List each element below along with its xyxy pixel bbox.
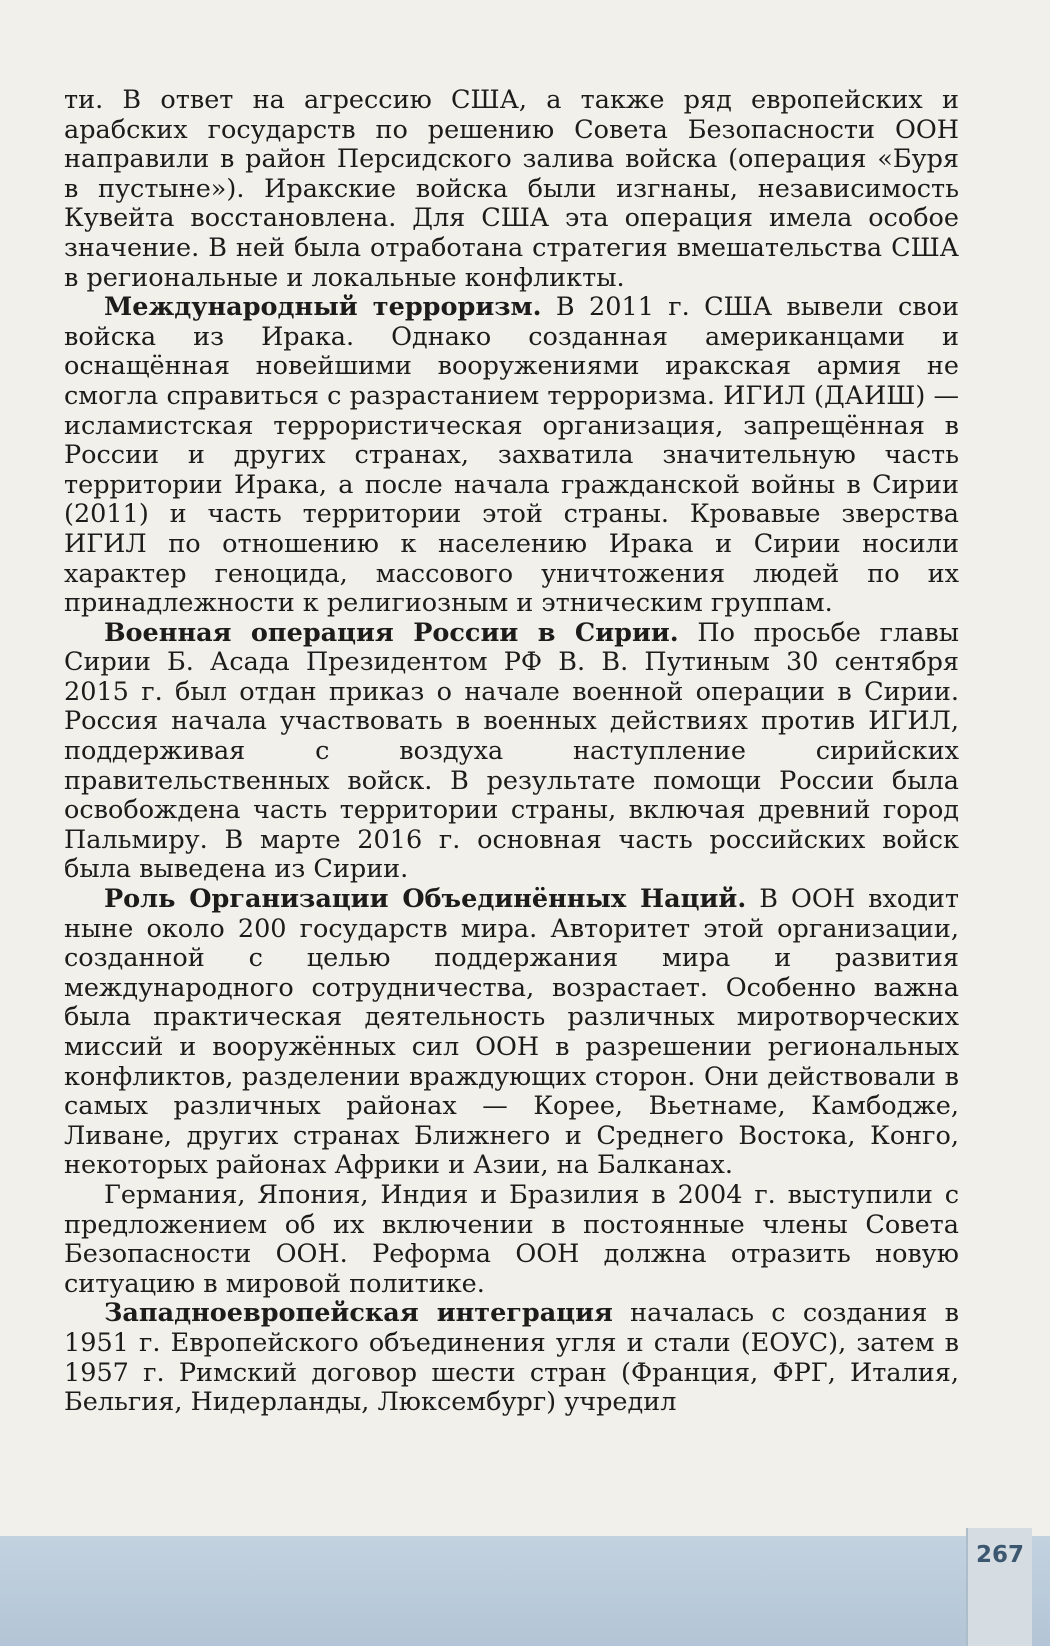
paragraph-gulf-war-continuation <box>64 86 959 293</box>
page-number-tab <box>966 1528 1032 1646</box>
paragraph-un-role <box>64 885 959 1181</box>
paragraph-text: В ООН входит ныне около 200 государств мира. Авторитет этой организации, созданной с целью поддержания мира и развития международного сотрудничества, возрастает. Особенно важна была практическая деятельность различных миротворческих миссий и вооружённых сил ООН в разрешении региональных конфликтов, разделении враждующих сторон. Они действовали в самых различных районах — Корее, Вьетнаме, Камбодже, Ливане, других странах Ближнего и Среднего Востока, Конго, некоторых районах Африки и Азии, на Балканах. <box>64 884 960 1181</box>
paragraph-text: Германия, Япония, Индия и Бразилия в 2004 г. выступили с предложением об их включении в постоянные члены Совета Безопасности ООН. Реформа ООН должна отразить новую ситуацию в мировой политике. <box>64 1179 959 1299</box>
section-heading-un: Роль Организации Объединённых Наций. <box>104 884 747 915</box>
section-heading-terrorism: Международный терроризм. <box>104 292 542 323</box>
paragraph-western-european-integration <box>64 1299 959 1417</box>
body-text <box>64 86 959 1418</box>
paragraph-international-terrorism <box>64 293 959 619</box>
section-heading-integration: Западноевропейская интеграция <box>104 1298 613 1329</box>
paragraph-text: По просьбе главы Сирии Б. Асада Президентом РФ В. В. Путиным 30 сентября 2015 г. был отдан приказ о начале военной операции в Сирии. Россия начала участвовать в военных действиях против ИГИЛ, поддерживая с воздуха наступление сирийских правительственных войск. В результате помощи России была освобождена часть территории страны, включая древний город Пальмиру. В марте 2016 г. основная часть российских войск была выведена из Сирии. <box>64 617 959 885</box>
page-number: 267 <box>975 1542 1024 1568</box>
paragraph-text: ти. В ответ на агрессию США, а также ряд европейских и арабских государств по решению Совета Безопасности ООН направили в район Персидского залива войска (операция «Буря в пустыне»). Иракские войска были изгнаны, независимость Кувейта восстановлена. Для США эта операция имела особое значение. В ней была отработана стратегия вмешательства США в региональные и локальные конфликты. <box>64 85 959 293</box>
paragraph-russia-syria-operation <box>64 619 959 885</box>
footer-band <box>0 1536 1050 1646</box>
paragraph-text: В 2011 г. США вывели свои войска из Ирака. Однако созданная американцами и оснащённая новейшими вооружениями иракская армия не смогла справиться с разрастанием терроризма. ИГИЛ (ДАИШ) — исламистская террористическая организация, запрещённая в России и других странах, захватила значительную часть территории Ирака, а после начала гражданской войны в Сирии (2011) и часть территории этой страны. Кровавые зверства ИГИЛ по отношению к населению Ирака и Сирии носили характер геноцида, массового уничтожения людей по их принадлежности к религиозным и этническим группам. <box>64 292 960 619</box>
section-heading-syria: Военная операция России в Сирии. <box>104 617 679 648</box>
paragraph-text: началась с создания в 1951 г. Европейского объединения угля и стали (ЕОУС), затем в 1957 г. Римский договор шести стран (Франция, ФРГ, Италия, Бельгия, Нидерланды, Люксембург) учредил <box>64 1298 960 1418</box>
paragraph-un-reform <box>64 1181 959 1299</box>
